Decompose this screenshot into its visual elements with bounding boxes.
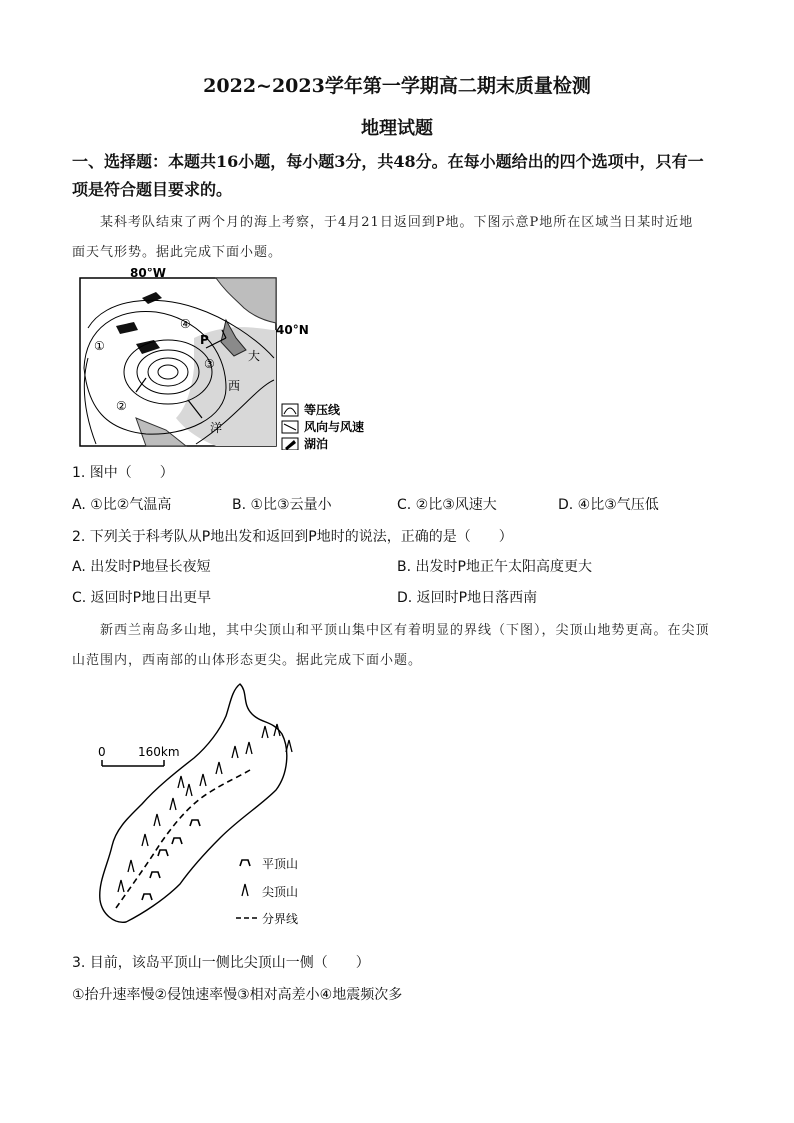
weather-map	[76, 268, 366, 450]
lon-label: 80°W	[130, 268, 166, 280]
legend-wind: 风向与风速	[304, 420, 365, 434]
q3-options: ①抬升速率慢②侵蚀速率慢③相对高差小④地震频次多	[72, 987, 403, 1003]
weather-map-figure	[76, 268, 366, 450]
section-heading-line2: 项是符合题目要求的。	[72, 180, 233, 199]
circled-3: ③	[204, 357, 215, 371]
scale-distance: 160km	[138, 745, 180, 759]
legend-flat-symbol	[240, 860, 250, 866]
scale-zero: 0	[98, 745, 106, 759]
circled-1: ①	[94, 339, 105, 353]
lat-label: 40°N	[276, 323, 309, 337]
q1-option-a: A. ①比②气温高	[72, 497, 172, 513]
page-subtitle: 地理试题	[361, 118, 433, 139]
south-island-map	[90, 678, 350, 938]
circled-4: ④	[180, 317, 191, 331]
passage1-line1: 某科考队结束了两个月的海上考察，于4月21日返回到P地。下图示意P地所在区域当日某时近地	[100, 215, 694, 230]
page-title: 2022~2023学年第一学期高二期末质量检测	[203, 75, 591, 97]
q2-option-a: A. 出发时P地昼长夜短	[72, 559, 211, 575]
island-outline	[100, 684, 287, 922]
south-island-figure	[90, 678, 350, 938]
passage2-line1: 新西兰南岛多山地，其中尖顶山和平顶山集中区有着明显的界线（下图），尖顶山地势更高。在尖顶	[100, 623, 710, 638]
ocean-char-2: 西	[228, 379, 241, 393]
q1-option-c: C. ②比③风速大	[397, 497, 497, 513]
q1-option-d: D. ④比③气压低	[558, 497, 659, 513]
section-heading-line1: 一、选择题：本题共16小题，每小题3分，共48分。在每小题给出的四个选项中，只有一	[72, 152, 704, 171]
ocean-char-3: 洋	[210, 421, 223, 435]
q2-option-d: D. 返回时P地日落西南	[397, 590, 538, 606]
q1-stem: 1. 图中（ ）	[72, 465, 174, 481]
q2-option-b: B. 出发时P地正午太阳高度更大	[397, 559, 592, 575]
ocean-char-1: 大	[248, 349, 261, 363]
legend-peak: 尖顶山	[262, 885, 299, 899]
q3-stem: 3. 目前，该岛平顶山一侧比尖顶山一侧（ ）	[72, 955, 370, 971]
legend-isobar: 等压线	[304, 403, 341, 417]
legend-lake: 湖泊	[304, 437, 329, 450]
legend-peak-symbol	[242, 884, 248, 896]
q2-option-c: C. 返回时P地日出更早	[72, 590, 212, 606]
legend-flat: 平顶山	[262, 857, 299, 871]
q1-option-b: B. ①比③云量小	[232, 497, 332, 513]
legend-boundary: 分界线	[262, 912, 299, 926]
q2-stem: 2. 下列关于科考队从P地出发和返回到P地时的说法，正确的是（ ）	[72, 529, 513, 545]
point-p-label: P	[200, 333, 209, 347]
passage2-line2: 山范围内，西南部的山体形态更尖。据此完成下面小题。	[72, 653, 423, 668]
passage1-line2: 面天气形势。据此完成下面小题。	[72, 245, 283, 260]
section-heading	[72, 148, 732, 204]
legend-box-isobar	[282, 404, 298, 416]
peak-13	[286, 740, 292, 752]
circled-2: ②	[116, 399, 127, 413]
